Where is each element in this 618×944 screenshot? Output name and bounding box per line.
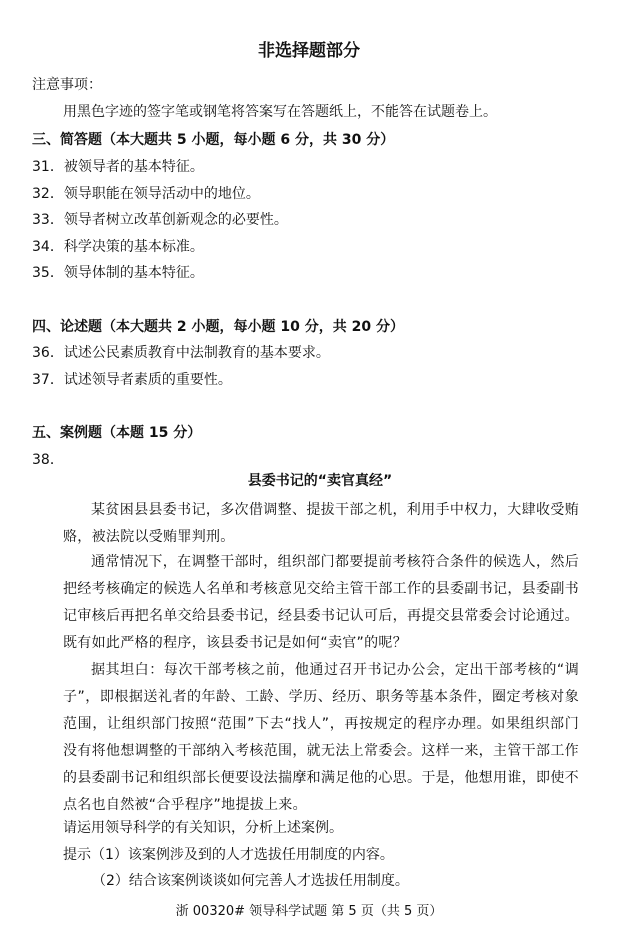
question-33: 33．领导者树立改革创新观念的必要性。 <box>32 212 288 228</box>
case-instruction: 请运用领导科学的有关知识，分析上述案例。 <box>63 820 343 836</box>
section5-heading: 五、案例题（本题 15 分） <box>32 425 202 441</box>
question-36: 36．试述公民素质教育中法制教育的基本要求。 <box>32 345 330 361</box>
question-32: 32．领导职能在领导活动中的地位。 <box>32 186 260 202</box>
case-hint-1: 提示（1）该案例涉及到的人才选拔任用制度的内容。 <box>63 847 394 863</box>
notice-text: 用黑色字迹的签字笔或钢笔将答案写在答题纸上，不能答在试题卷上。 <box>63 104 497 120</box>
page-footer: 浙 00320# 领导科学试题 第 5 页（共 5 页） <box>175 904 443 919</box>
case-hint-2: （2）结合该案例谈谈如何完善人才选拔任用制度。 <box>92 873 409 889</box>
page-title: 非选择题部分 <box>258 41 360 61</box>
case-title: 县委书记的“卖官真经” <box>247 473 393 489</box>
question-35: 35．领导体制的基本特征。 <box>32 265 204 281</box>
case-paragraph-3: 据其坦白：每次干部考核之前，他通过召开书记办公会，定出干部考核的“调子”，即根据送礼者的年龄、工龄、学历、经历、职务等基本条件，圈定考核对象范围，让组织部门按照“范围”下去“找人”，再按规定的程序办理。如果组织部门没有将他想调整的干部纳入考核范围，就无法上常委会。这样一来，主管干部工作的县委副书记和组织部长便要设法揣摩和满足他的心思。于是，他想用谁，即使不点名也自然被“合乎程序”地提拔上来。 <box>63 662 579 813</box>
section4-heading: 四、论述题（本大题共 2 小题，每小题 10 分，共 20 分） <box>32 319 404 335</box>
question-31: 31．被领导者的基本特征。 <box>32 159 204 175</box>
question-37: 37．试述领导者素质的重要性。 <box>32 372 232 388</box>
question-34: 34．科学决策的基本标准。 <box>32 239 204 255</box>
section3-heading: 三、简答题（本大题共 5 小题，每小题 6 分，共 30 分） <box>32 132 395 148</box>
question-38-number: 38． <box>32 452 64 468</box>
case-paragraph-1: 某贫困县县委书记，多次借调整、提拔干部之机，利用手中权力，大肆收受贿赂，被法院以受贿罪判刑。 <box>63 502 579 545</box>
case-paragraph-2: 通常情况下，在调整干部时，组织部门都要提前考核符合条件的候选人，然后把经考核确定的候选人名单和考核意见交给主管干部工作的县委副书记，县委副书记审核后再把名单交给县委书记，经县委书记认可后，再提交县常委会讨论通过。既有如此严格的程序，该县委书记是如何“卖官”的呢？ <box>63 554 579 651</box>
notice-label: 注意事项： <box>32 77 102 93</box>
